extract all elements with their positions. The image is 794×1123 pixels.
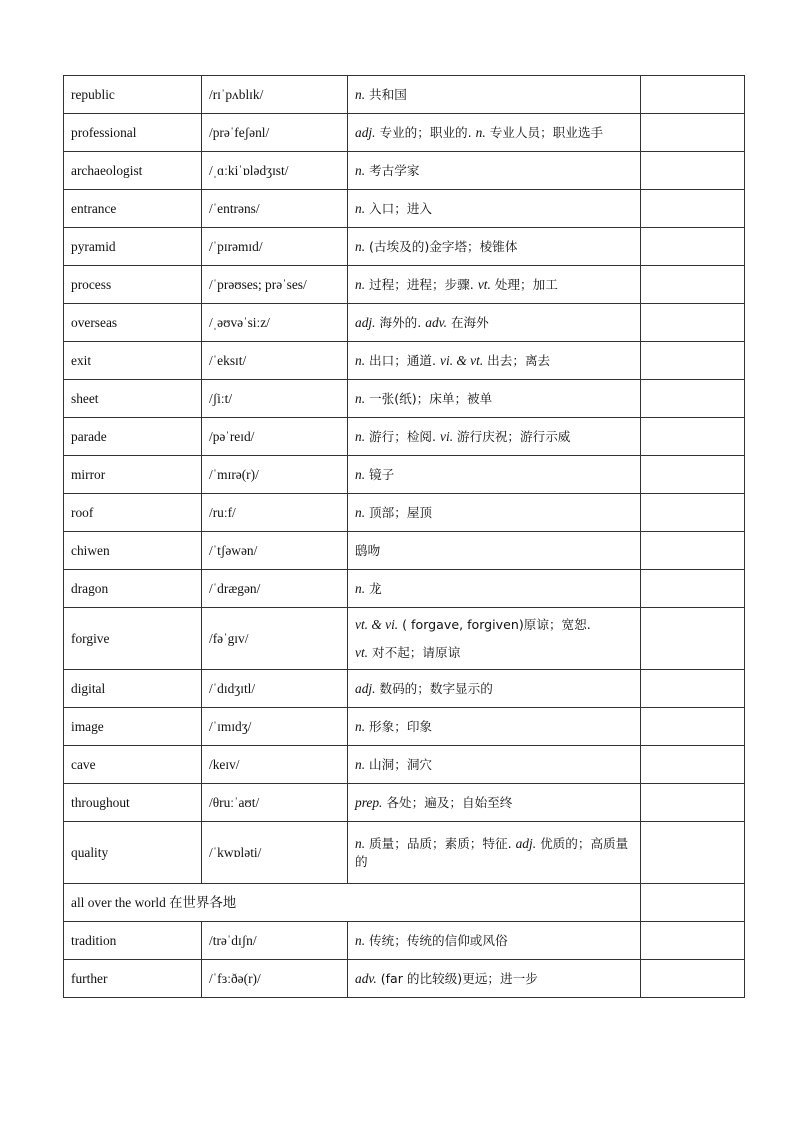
phrase-cell: all over the world 在世界各地 bbox=[64, 884, 641, 922]
meaning-cell bbox=[348, 670, 641, 708]
definition-text: (far 的比较级)更远；进一步 bbox=[376, 970, 538, 986]
definition-text: 过程；进程；步骤. bbox=[365, 276, 478, 292]
word-cell: exit bbox=[64, 342, 202, 380]
blank-cell bbox=[641, 746, 745, 784]
table-row bbox=[64, 342, 745, 380]
word-cell: sheet bbox=[64, 380, 202, 418]
blank-cell bbox=[641, 152, 745, 190]
word-cell: entrance bbox=[64, 190, 202, 228]
word-cell: throughout bbox=[64, 784, 202, 822]
vocabulary-table bbox=[63, 75, 745, 998]
word-cell: process bbox=[64, 266, 202, 304]
part-of-speech: vt. & vi. bbox=[355, 616, 399, 632]
meaning-line bbox=[355, 276, 640, 294]
part-of-speech: adv. bbox=[425, 314, 447, 330]
word-cell: quality bbox=[64, 822, 202, 884]
phonetic-cell: /ˈdɪdʒɪtl/ bbox=[202, 670, 348, 708]
meaning-line bbox=[355, 238, 640, 256]
word-cell: professional bbox=[64, 114, 202, 152]
blank-cell bbox=[641, 114, 745, 152]
phonetic-cell: /ruːf/ bbox=[202, 494, 348, 532]
word-cell: further bbox=[64, 960, 202, 998]
definition-text: 专业人员；职业选手 bbox=[485, 124, 604, 140]
phonetic-cell: /rɪˈpʌblɪk/ bbox=[202, 76, 348, 114]
definition-text: 处理；加工 bbox=[490, 276, 558, 292]
meaning-cell bbox=[348, 960, 641, 998]
blank-cell bbox=[641, 608, 745, 670]
table-row bbox=[64, 304, 745, 342]
definition-text: 各处；遍及；自始至终 bbox=[382, 794, 513, 810]
table-row bbox=[64, 532, 745, 570]
part-of-speech: vt. bbox=[477, 276, 491, 292]
definition-text: 鸱吻 bbox=[355, 542, 381, 558]
phonetic-cell: /ˈfɜːðə(r)/ bbox=[202, 960, 348, 998]
phonetic-cell: /keɪv/ bbox=[202, 746, 348, 784]
phonetic-cell: /ʃiːt/ bbox=[202, 380, 348, 418]
definition-text: 数码的；数字显示的 bbox=[375, 680, 493, 696]
definition-text: 优质的；高质量的 bbox=[355, 835, 629, 869]
part-of-speech: vt. bbox=[355, 644, 369, 660]
phonetic-cell: /ˈɪmɪdʒ/ bbox=[202, 708, 348, 746]
meaning-cell bbox=[348, 494, 641, 532]
part-of-speech: n. bbox=[355, 390, 366, 406]
phonetic-cell: /trəˈdɪʃn/ bbox=[202, 922, 348, 960]
table-row bbox=[64, 418, 745, 456]
table-row bbox=[64, 190, 745, 228]
table-row bbox=[64, 960, 745, 998]
word-cell: pyramid bbox=[64, 228, 202, 266]
word-cell: mirror bbox=[64, 456, 202, 494]
meaning-cell bbox=[348, 822, 641, 884]
phonetic-cell: /ˌəʊvəˈsiːz/ bbox=[202, 304, 348, 342]
part-of-speech: n. bbox=[355, 580, 366, 596]
table-row bbox=[64, 784, 745, 822]
part-of-speech: n. bbox=[355, 276, 366, 292]
definition-text: 海外的. bbox=[375, 314, 426, 330]
meaning-cell bbox=[348, 708, 641, 746]
table-row bbox=[64, 228, 745, 266]
definition-text: 共和国 bbox=[365, 86, 407, 102]
word-cell: forgive bbox=[64, 608, 202, 670]
word-cell: tradition bbox=[64, 922, 202, 960]
definition-text: 专业的；职业的. bbox=[375, 124, 476, 140]
word-cell: digital bbox=[64, 670, 202, 708]
meaning-line bbox=[355, 86, 640, 104]
phonetic-cell: /fəˈgɪv/ bbox=[202, 608, 348, 670]
table-row bbox=[64, 884, 745, 922]
part-of-speech: vi. bbox=[440, 428, 454, 444]
definition-text: 游行；检阅. bbox=[365, 428, 441, 444]
table-row bbox=[64, 922, 745, 960]
blank-cell bbox=[641, 342, 745, 380]
word-cell: overseas bbox=[64, 304, 202, 342]
table-row bbox=[64, 708, 745, 746]
blank-cell bbox=[641, 570, 745, 608]
table-row bbox=[64, 494, 745, 532]
blank-cell bbox=[641, 822, 745, 884]
part-of-speech: n. bbox=[355, 352, 366, 368]
meaning-line bbox=[355, 428, 640, 446]
blank-cell bbox=[641, 418, 745, 456]
definition-text: 考古学家 bbox=[365, 162, 420, 178]
part-of-speech: adj. bbox=[355, 680, 376, 696]
definition-text: 出去；离去 bbox=[483, 352, 551, 368]
meaning-line bbox=[355, 352, 640, 370]
part-of-speech: n. bbox=[355, 86, 366, 102]
phonetic-cell: /ˈkwɒləti/ bbox=[202, 822, 348, 884]
part-of-speech: n. bbox=[355, 718, 366, 734]
definition-text: 出口；通道. bbox=[365, 352, 441, 368]
meaning-line bbox=[355, 932, 640, 950]
word-cell: republic bbox=[64, 76, 202, 114]
blank-cell bbox=[641, 532, 745, 570]
table-row bbox=[64, 152, 745, 190]
word-cell: archaeologist bbox=[64, 152, 202, 190]
definition-text: 山洞；洞穴 bbox=[365, 756, 433, 772]
part-of-speech: adj. bbox=[355, 314, 376, 330]
phonetic-cell: /ˈmɪrə(r)/ bbox=[202, 456, 348, 494]
part-of-speech: adj. bbox=[355, 124, 376, 140]
meaning-cell bbox=[348, 570, 641, 608]
meaning-line bbox=[355, 504, 640, 522]
meaning-cell bbox=[348, 76, 641, 114]
definition-text: 在海外 bbox=[446, 314, 489, 330]
meaning-cell bbox=[348, 456, 641, 494]
meaning-cell bbox=[348, 190, 641, 228]
definition-text: 传统；传统的信仰或风俗 bbox=[365, 932, 508, 948]
part-of-speech: n. bbox=[355, 428, 366, 444]
meaning-cell bbox=[348, 418, 641, 456]
part-of-speech: adv. bbox=[355, 970, 377, 986]
definition-text: 质量；品质；素质；特征. bbox=[365, 835, 516, 851]
table-row bbox=[64, 114, 745, 152]
meaning-cell bbox=[348, 342, 641, 380]
part-of-speech: n. bbox=[355, 835, 366, 851]
part-of-speech: n. bbox=[355, 200, 366, 216]
word-cell: chiwen bbox=[64, 532, 202, 570]
table-row bbox=[64, 380, 745, 418]
phonetic-cell: /prəˈfeʃənl/ bbox=[202, 114, 348, 152]
blank-cell bbox=[641, 784, 745, 822]
definition-text: ( forgave, forgiven)原谅；宽恕. bbox=[398, 616, 591, 632]
part-of-speech: n. bbox=[355, 504, 366, 520]
meaning-line bbox=[355, 162, 640, 180]
definition-text: 游行庆祝；游行示威 bbox=[453, 428, 571, 444]
word-cell: parade bbox=[64, 418, 202, 456]
meaning-line bbox=[355, 718, 640, 736]
definition-text: 对不起；请原谅 bbox=[368, 644, 461, 660]
word-cell: cave bbox=[64, 746, 202, 784]
blank-cell bbox=[641, 884, 745, 922]
meaning-cell bbox=[348, 784, 641, 822]
definition-text: (古埃及的)金字塔；棱锥体 bbox=[365, 238, 518, 254]
blank-cell bbox=[641, 76, 745, 114]
phonetic-cell: /ˌɑːkiˈɒlədʒɪst/ bbox=[202, 152, 348, 190]
meaning-cell bbox=[348, 922, 641, 960]
phonetic-cell: /ˈdrægən/ bbox=[202, 570, 348, 608]
part-of-speech: adj. bbox=[515, 835, 537, 851]
meaning-cell bbox=[348, 608, 641, 670]
table-row bbox=[64, 670, 745, 708]
meaning-line bbox=[355, 680, 640, 698]
meaning-cell bbox=[348, 228, 641, 266]
meaning-line bbox=[355, 200, 640, 218]
word-cell: dragon bbox=[64, 570, 202, 608]
blank-cell bbox=[641, 670, 745, 708]
meaning-cell bbox=[348, 746, 641, 784]
definition-text: 形象；印象 bbox=[365, 718, 433, 734]
part-of-speech: n. bbox=[355, 756, 366, 772]
phonetic-cell: /ˈprəʊses; prəˈses/ bbox=[202, 266, 348, 304]
meaning-line bbox=[355, 542, 640, 560]
blank-cell bbox=[641, 456, 745, 494]
table-row bbox=[64, 76, 745, 114]
meaning-line bbox=[355, 616, 640, 634]
meaning-line bbox=[355, 390, 640, 408]
blank-cell bbox=[641, 266, 745, 304]
definition-text: 顶部；屋顶 bbox=[365, 504, 433, 520]
blank-cell bbox=[641, 922, 745, 960]
part-of-speech: n. bbox=[355, 238, 366, 254]
meaning-cell bbox=[348, 152, 641, 190]
word-cell: image bbox=[64, 708, 202, 746]
vocabulary-table-body bbox=[64, 76, 745, 998]
meaning-cell bbox=[348, 266, 641, 304]
phonetic-cell: /θruːˈaʊt/ bbox=[202, 784, 348, 822]
table-row bbox=[64, 456, 745, 494]
meaning-line bbox=[355, 466, 640, 484]
word-cell: roof bbox=[64, 494, 202, 532]
meaning-line bbox=[355, 794, 640, 812]
table-row bbox=[64, 570, 745, 608]
part-of-speech: prep. bbox=[355, 794, 383, 810]
phonetic-cell: /ˈpɪrəmɪd/ bbox=[202, 228, 348, 266]
phonetic-cell: /ˈeksɪt/ bbox=[202, 342, 348, 380]
blank-cell bbox=[641, 190, 745, 228]
phonetic-cell: /ˈentrəns/ bbox=[202, 190, 348, 228]
definition-text: 镜子 bbox=[365, 466, 395, 482]
part-of-speech: n. bbox=[355, 932, 366, 948]
table-row bbox=[64, 746, 745, 784]
part-of-speech: n. bbox=[355, 162, 366, 178]
blank-cell bbox=[641, 494, 745, 532]
meaning-cell bbox=[348, 114, 641, 152]
blank-cell bbox=[641, 708, 745, 746]
part-of-speech: vi. & vt. bbox=[440, 352, 484, 368]
meaning-line bbox=[355, 124, 640, 142]
table-row bbox=[64, 266, 745, 304]
part-of-speech: n. bbox=[355, 466, 366, 482]
definition-text: 一张(纸)；床单；被单 bbox=[365, 390, 493, 406]
part-of-speech: n. bbox=[475, 124, 486, 140]
meaning-cell bbox=[348, 532, 641, 570]
meaning-line bbox=[355, 835, 640, 871]
table-row bbox=[64, 608, 745, 670]
meaning-line bbox=[355, 580, 640, 598]
definition-text: 入口；进入 bbox=[365, 200, 433, 216]
meaning-cell bbox=[348, 380, 641, 418]
blank-cell bbox=[641, 960, 745, 998]
meaning-line bbox=[355, 970, 640, 988]
blank-cell bbox=[641, 304, 745, 342]
blank-cell bbox=[641, 228, 745, 266]
meaning-line bbox=[355, 314, 640, 332]
definition-text: 龙 bbox=[365, 580, 382, 596]
blank-cell bbox=[641, 380, 745, 418]
meaning-line bbox=[355, 756, 640, 774]
meaning-line bbox=[355, 644, 640, 662]
phonetic-cell: /pəˈreɪd/ bbox=[202, 418, 348, 456]
table-row bbox=[64, 822, 745, 884]
meaning-cell bbox=[348, 304, 641, 342]
phonetic-cell: /ˈtʃəwən/ bbox=[202, 532, 348, 570]
